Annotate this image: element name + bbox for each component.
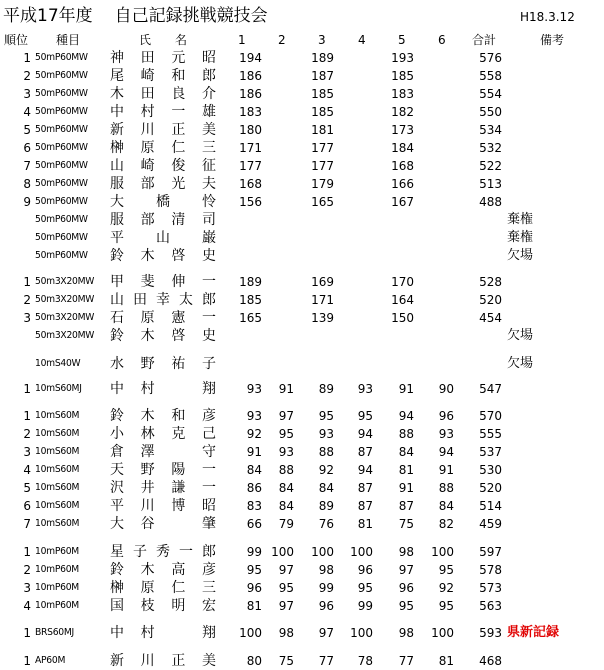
rank-cell: 5 xyxy=(23,481,31,495)
score-cell-5: 88 xyxy=(398,427,414,441)
score-cell-1: 186 xyxy=(239,69,262,83)
score-cell-3: 177 xyxy=(311,141,334,155)
athlete-name: 木 田 良 介 xyxy=(110,86,216,102)
rank-cell: 8 xyxy=(23,177,31,191)
rank-cell: 7 xyxy=(23,159,31,173)
event-cell: 10mS40W xyxy=(35,358,81,369)
athlete-name: 星 子 秀 一 郎 xyxy=(110,544,216,560)
score-cell-6: 82 xyxy=(438,517,454,531)
title-event: 自己記録挑戦競技会 xyxy=(114,6,268,26)
rank-cell: 6 xyxy=(23,499,31,513)
total-cell: 514 xyxy=(479,499,502,513)
athlete-name: 服 部 光 夫 xyxy=(110,176,216,192)
total-cell: 454 xyxy=(479,311,502,325)
rank-cell: 1 xyxy=(23,545,31,559)
score-cell-5: 98 xyxy=(398,626,414,640)
score-cell-1: 99 xyxy=(246,545,262,559)
rank-cell: 1 xyxy=(23,409,31,423)
table-row xyxy=(0,407,604,425)
event-cell: 10mS60M xyxy=(35,410,80,421)
total-cell: 550 xyxy=(479,105,502,119)
event-cell: 10mS60M xyxy=(35,446,80,457)
note-cell: 棄権 xyxy=(507,212,534,227)
score-cell-1: 92 xyxy=(246,427,262,441)
athlete-name: 天 野 陽 一 xyxy=(110,462,216,478)
table-row xyxy=(0,380,604,398)
score-cell-3: 95 xyxy=(318,409,334,423)
score-cell-6: 90 xyxy=(438,382,454,396)
table-row xyxy=(0,652,604,670)
score-cell-2: 93 xyxy=(278,445,294,459)
athlete-name: 中 村 一 雄 xyxy=(110,104,216,120)
total-cell: 459 xyxy=(479,517,502,531)
score-cell-5: 91 xyxy=(398,481,414,495)
rank-cell: 3 xyxy=(23,311,31,325)
athlete-name: 新 川 正 美 xyxy=(110,122,216,138)
athlete-name: 石 原 憲 一 xyxy=(110,310,216,326)
athlete-name: 鈴 木 啓 史 xyxy=(110,248,216,264)
event-cell: 50m3X20MW xyxy=(35,276,95,287)
rank-cell: 4 xyxy=(23,599,31,613)
event-cell: 10mS60M xyxy=(35,482,80,493)
score-cell-3: 76 xyxy=(318,517,334,531)
rank-cell: 3 xyxy=(23,87,31,101)
rank-cell: 1 xyxy=(23,382,31,396)
score-cell-1: 84 xyxy=(246,463,262,477)
event-cell: 10mS60M xyxy=(35,518,80,529)
event-cell: 10mS60M xyxy=(35,428,80,439)
score-cell-1: 93 xyxy=(246,382,262,396)
total-cell: 597 xyxy=(479,545,502,559)
score-cell-6: 95 xyxy=(438,599,454,613)
rank-cell: 3 xyxy=(23,581,31,595)
score-cell-5: 94 xyxy=(398,409,414,423)
score-cell-5: 182 xyxy=(391,105,414,119)
score-cell-4: 94 xyxy=(357,463,373,477)
score-cell-3: 177 xyxy=(311,159,334,173)
athlete-name: 小 林 克 己 xyxy=(110,426,216,442)
table-row xyxy=(0,461,604,479)
athlete-name: 平 山 巌 xyxy=(110,230,216,246)
athlete-name: 尾 崎 和 郎 xyxy=(110,68,216,84)
score-cell-2: 84 xyxy=(278,481,294,495)
score-cell-2: 97 xyxy=(278,563,294,577)
athlete-name: 倉 澤 守 xyxy=(110,444,216,460)
event-cell: 50mP60MW xyxy=(35,88,88,99)
event-cell: 50m3X20MW xyxy=(35,330,95,341)
athlete-name: 沢 井 謙 一 xyxy=(110,480,216,496)
athlete-name: 榊 原 仁 三 xyxy=(110,580,216,596)
note-cell: 欠場 xyxy=(507,356,534,371)
note-cell: 欠場 xyxy=(507,248,534,263)
score-cell-4: 78 xyxy=(357,654,373,668)
header-note: 備考 xyxy=(540,33,565,47)
title-year: 平成17年度 xyxy=(3,6,93,26)
score-cell-2: 79 xyxy=(278,517,294,531)
date-label: H18.3.12 xyxy=(520,10,575,24)
athlete-name: 鈴 木 高 彦 xyxy=(110,562,216,578)
event-cell: AP60M xyxy=(35,655,66,666)
event-cell: 10mS60M xyxy=(35,464,80,475)
total-cell: 547 xyxy=(479,382,502,396)
event-cell: 10mP60M xyxy=(35,582,79,593)
score-cell-1: 86 xyxy=(246,481,262,495)
event-cell: 50mP60MW xyxy=(35,70,88,81)
event-cell: 50mP60MW xyxy=(35,214,88,225)
event-cell: 50mP60MW xyxy=(35,178,88,189)
rank-cell: 1 xyxy=(23,626,31,640)
score-cell-5: 87 xyxy=(398,499,414,513)
total-cell: 522 xyxy=(479,159,502,173)
header-event: 種目 xyxy=(56,33,81,47)
athlete-name: 鈴 木 和 彦 xyxy=(110,408,216,424)
total-cell: 554 xyxy=(479,87,502,101)
score-cell-4: 100 xyxy=(350,545,373,559)
athlete-name: 国 枝 明 宏 xyxy=(110,598,216,614)
score-cell-6: 95 xyxy=(438,563,454,577)
header-rank: 順位 xyxy=(4,33,29,47)
score-cell-2: 88 xyxy=(278,463,294,477)
score-cell-5: 84 xyxy=(398,445,414,459)
score-cell-4: 94 xyxy=(357,427,373,441)
table-row xyxy=(0,157,604,175)
rank-cell: 1 xyxy=(23,654,31,668)
score-cell-2: 97 xyxy=(278,409,294,423)
athlete-name: 服 部 清 司 xyxy=(110,212,216,228)
athlete-name: 新 川 正 美 xyxy=(110,653,216,669)
score-cell-4: 95 xyxy=(357,409,373,423)
score-cell-4: 93 xyxy=(357,382,373,396)
total-cell: 468 xyxy=(479,654,502,668)
score-cell-1: 93 xyxy=(246,409,262,423)
total-cell: 488 xyxy=(479,195,502,209)
score-cell-5: 97 xyxy=(398,563,414,577)
event-cell: 10mP60M xyxy=(35,600,79,611)
score-cell-4: 96 xyxy=(357,563,373,577)
score-cell-1: 186 xyxy=(239,87,262,101)
table-row xyxy=(0,479,604,497)
total-cell: 513 xyxy=(479,177,502,191)
athlete-name: 山 崎 俊 征 xyxy=(110,158,216,174)
athlete-name: 大 谷 肇 xyxy=(110,516,216,532)
table-row xyxy=(0,121,604,139)
score-cell-5: 81 xyxy=(398,463,414,477)
event-cell: 50mP60MW xyxy=(35,52,88,63)
score-cell-3: 189 xyxy=(311,51,334,65)
table-row xyxy=(0,561,604,579)
score-cell-3: 187 xyxy=(311,69,334,83)
table-row xyxy=(0,103,604,121)
table-row xyxy=(0,273,604,291)
note-cell: 欠場 xyxy=(507,328,534,343)
score-cell-3: 181 xyxy=(311,123,334,137)
total-cell: 570 xyxy=(479,409,502,423)
score-cell-4: 95 xyxy=(357,581,373,595)
score-cell-2: 100 xyxy=(271,545,294,559)
score-cell-1: 180 xyxy=(239,123,262,137)
score-cell-2: 98 xyxy=(278,626,294,640)
score-cell-5: 150 xyxy=(391,311,414,325)
score-cell-1: 177 xyxy=(239,159,262,173)
event-cell: 50mP60MW xyxy=(35,232,88,243)
rank-cell: 2 xyxy=(23,563,31,577)
athlete-name: 平 川 博 昭 xyxy=(110,498,216,514)
table-row xyxy=(0,543,604,561)
score-cell-6: 94 xyxy=(438,445,454,459)
header-surname: 氏 xyxy=(139,33,152,47)
athlete-name: 鈴 木 啓 史 xyxy=(110,328,216,344)
table-row xyxy=(0,597,604,615)
score-cell-2: 84 xyxy=(278,499,294,513)
score-cell-1: 168 xyxy=(239,177,262,191)
athlete-name: 中 村 翔 xyxy=(110,625,216,641)
rank-cell: 2 xyxy=(23,427,31,441)
score-cell-5: 185 xyxy=(391,69,414,83)
score-cell-1: 81 xyxy=(246,599,262,613)
event-cell: 50mP60MW xyxy=(35,106,88,117)
note-cell: 県新記録 xyxy=(507,625,560,640)
athlete-name: 神 田 元 昭 xyxy=(110,50,216,66)
table-row xyxy=(0,309,604,327)
table-row xyxy=(0,193,604,211)
score-cell-3: 77 xyxy=(318,654,334,668)
total-cell: 555 xyxy=(479,427,502,441)
rank-cell: 2 xyxy=(23,293,31,307)
total-cell: 520 xyxy=(479,293,502,307)
score-cell-6: 100 xyxy=(431,626,454,640)
score-cell-3: 171 xyxy=(311,293,334,307)
score-cell-1: 183 xyxy=(239,105,262,119)
rank-cell: 4 xyxy=(23,105,31,119)
score-cell-5: 164 xyxy=(391,293,414,307)
score-cell-5: 168 xyxy=(391,159,414,173)
score-cell-1: 194 xyxy=(239,51,262,65)
event-cell: 50mP60MW xyxy=(35,142,88,153)
table-row xyxy=(0,443,604,461)
event-cell: 50mP60MW xyxy=(35,124,88,135)
score-cell-5: 166 xyxy=(391,177,414,191)
score-cell-5: 98 xyxy=(398,545,414,559)
score-cell-2: 75 xyxy=(278,654,294,668)
header-total: 合計 xyxy=(472,33,497,47)
table-row xyxy=(0,624,604,642)
score-cell-5: 167 xyxy=(391,195,414,209)
score-cell-5: 77 xyxy=(398,654,414,668)
score-cell-5: 184 xyxy=(391,141,414,155)
total-cell: 593 xyxy=(479,626,502,640)
score-cell-3: 89 xyxy=(318,499,334,513)
rank-cell: 7 xyxy=(23,517,31,531)
table-row xyxy=(0,175,604,193)
score-cell-5: 75 xyxy=(398,517,414,531)
header-given: 名 xyxy=(175,33,188,47)
header-shot-5: 5 xyxy=(398,33,406,47)
score-cell-6: 93 xyxy=(438,427,454,441)
score-cell-6: 92 xyxy=(438,581,454,595)
score-cell-6: 91 xyxy=(438,463,454,477)
score-cell-1: 171 xyxy=(239,141,262,155)
athlete-name: 中 村 翔 xyxy=(110,381,216,397)
table-row xyxy=(0,49,604,67)
total-cell: 558 xyxy=(479,69,502,83)
score-cell-3: 139 xyxy=(311,311,334,325)
header-shot-4: 4 xyxy=(358,33,366,47)
table-row xyxy=(0,579,604,597)
total-cell: 563 xyxy=(479,599,502,613)
score-cell-5: 183 xyxy=(391,87,414,101)
rank-cell: 5 xyxy=(23,123,31,137)
header-shot-3: 3 xyxy=(318,33,326,47)
score-cell-5: 96 xyxy=(398,581,414,595)
score-cell-1: 100 xyxy=(239,626,262,640)
table-row xyxy=(0,85,604,103)
event-cell: 10mP60M xyxy=(35,564,79,575)
table-row xyxy=(0,425,604,443)
score-cell-5: 173 xyxy=(391,123,414,137)
table-row xyxy=(0,291,604,309)
table-row xyxy=(0,211,604,229)
table-header xyxy=(0,31,604,49)
score-cell-3: 97 xyxy=(318,626,334,640)
score-cell-1: 185 xyxy=(239,293,262,307)
score-cell-3: 165 xyxy=(311,195,334,209)
table-row xyxy=(0,139,604,157)
score-cell-4: 87 xyxy=(357,481,373,495)
score-cell-3: 89 xyxy=(318,382,334,396)
event-cell: 50mP60MW xyxy=(35,196,88,207)
total-cell: 520 xyxy=(479,481,502,495)
rank-cell: 6 xyxy=(23,141,31,155)
score-cell-3: 96 xyxy=(318,599,334,613)
total-cell: 576 xyxy=(479,51,502,65)
score-cell-2: 91 xyxy=(278,382,294,396)
total-cell: 530 xyxy=(479,463,502,477)
rank-cell: 3 xyxy=(23,445,31,459)
rank-cell: 9 xyxy=(23,195,31,209)
total-cell: 573 xyxy=(479,581,502,595)
score-cell-3: 179 xyxy=(311,177,334,191)
event-cell: 10mS60M xyxy=(35,500,80,511)
table-row xyxy=(0,327,604,345)
athlete-name: 大 橋 怜 xyxy=(110,194,216,210)
score-cell-2: 95 xyxy=(278,581,294,595)
header-shot-6: 6 xyxy=(438,33,446,47)
score-cell-5: 193 xyxy=(391,51,414,65)
total-cell: 578 xyxy=(479,563,502,577)
score-cell-2: 95 xyxy=(278,427,294,441)
score-cell-3: 92 xyxy=(318,463,334,477)
score-cell-1: 165 xyxy=(239,311,262,325)
event-cell: 50mP60MW xyxy=(35,250,88,261)
score-cell-6: 96 xyxy=(438,409,454,423)
header-shot-1: 1 xyxy=(238,33,246,47)
event-cell: BRS60MJ xyxy=(35,627,74,638)
total-cell: 528 xyxy=(479,275,502,289)
event-cell: 50mP60MW xyxy=(35,160,88,171)
athlete-name: 山 田 幸 太 郎 xyxy=(110,292,216,308)
score-cell-3: 88 xyxy=(318,445,334,459)
score-cell-1: 156 xyxy=(239,195,262,209)
total-cell: 534 xyxy=(479,123,502,137)
score-cell-1: 80 xyxy=(246,654,262,668)
header-shot-2: 2 xyxy=(278,33,286,47)
event-cell: 10mP60M xyxy=(35,546,79,557)
score-cell-6: 88 xyxy=(438,481,454,495)
score-cell-4: 81 xyxy=(357,517,373,531)
score-cell-3: 99 xyxy=(318,581,334,595)
score-cell-3: 98 xyxy=(318,563,334,577)
table-row xyxy=(0,247,604,265)
event-cell: 50m3X20MW xyxy=(35,312,95,323)
rank-cell: 4 xyxy=(23,463,31,477)
score-cell-1: 66 xyxy=(246,517,262,531)
event-cell: 50m3X20MW xyxy=(35,294,95,305)
athlete-name: 榊 原 仁 三 xyxy=(110,140,216,156)
score-cell-5: 95 xyxy=(398,599,414,613)
rank-cell: 2 xyxy=(23,69,31,83)
total-cell: 532 xyxy=(479,141,502,155)
page-title xyxy=(3,6,268,26)
table-row xyxy=(0,515,604,533)
athlete-name: 甲 斐 伸 一 xyxy=(110,274,216,290)
rank-cell: 1 xyxy=(23,51,31,65)
event-cell: 10mS60MJ xyxy=(35,383,82,394)
score-cell-1: 95 xyxy=(246,563,262,577)
score-cell-1: 189 xyxy=(239,275,262,289)
score-cell-1: 91 xyxy=(246,445,262,459)
rank-cell: 1 xyxy=(23,275,31,289)
score-cell-6: 81 xyxy=(438,654,454,668)
score-cell-4: 87 xyxy=(357,445,373,459)
score-cell-6: 100 xyxy=(431,545,454,559)
table-row xyxy=(0,67,604,85)
score-cell-4: 99 xyxy=(357,599,373,613)
score-cell-5: 170 xyxy=(391,275,414,289)
score-cell-4: 87 xyxy=(357,499,373,513)
score-cell-3: 93 xyxy=(318,427,334,441)
athlete-name: 水 野 祐 子 xyxy=(110,356,216,372)
score-cell-1: 83 xyxy=(246,499,262,513)
score-cell-3: 185 xyxy=(311,87,334,101)
score-cell-6: 84 xyxy=(438,499,454,513)
score-cell-4: 100 xyxy=(350,626,373,640)
score-cell-3: 169 xyxy=(311,275,334,289)
total-cell: 537 xyxy=(479,445,502,459)
table-row xyxy=(0,355,604,373)
score-cell-3: 185 xyxy=(311,105,334,119)
table-row xyxy=(0,229,604,247)
table-row xyxy=(0,497,604,515)
score-cell-1: 96 xyxy=(246,581,262,595)
score-cell-2: 97 xyxy=(278,599,294,613)
score-cell-5: 91 xyxy=(398,382,414,396)
note-cell: 棄権 xyxy=(507,230,534,245)
score-cell-3: 100 xyxy=(311,545,334,559)
score-cell-3: 84 xyxy=(318,481,334,495)
